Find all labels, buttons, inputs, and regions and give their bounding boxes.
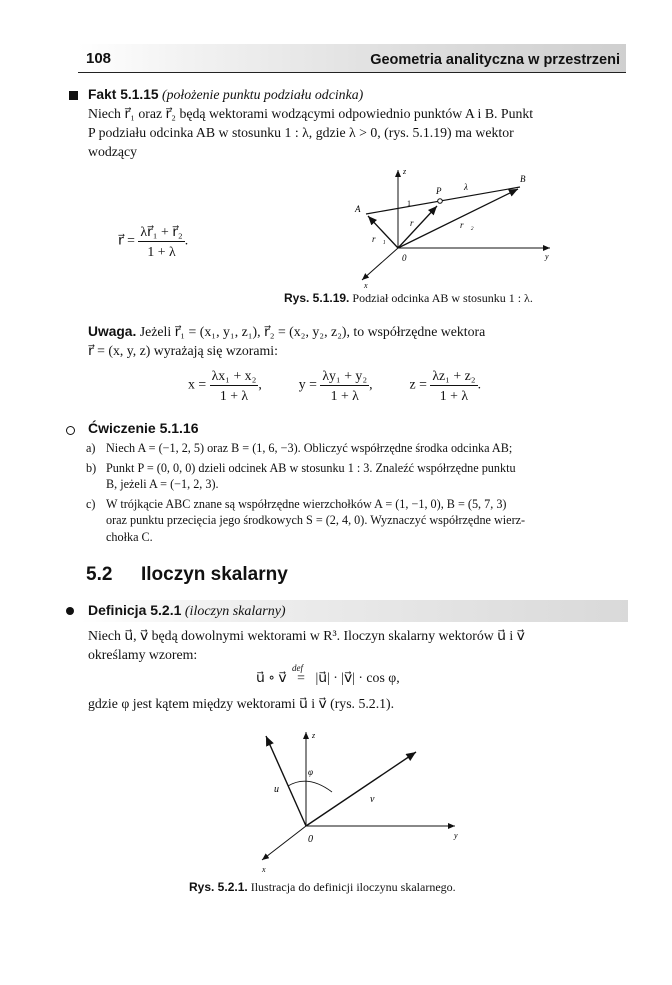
segment-AB <box>366 187 520 214</box>
one-label: 1 <box>407 199 411 208</box>
fz-lhs: z = <box>409 376 427 392</box>
phi-label: φ <box>308 767 313 777</box>
figure-caption-5-1-19 <box>284 291 533 306</box>
uwaga-line-1: Jeżeli r⃗₁ = (x₁, y₁, z₁), r⃗₂ = (x₂, y₂, z₂), to współrzędne wektora <box>139 324 486 339</box>
cwiczenie-list <box>86 440 631 545</box>
fz-den: 1 + λ <box>439 388 469 403</box>
z-label-2: z <box>312 731 316 740</box>
cwiczenie-item-b <box>86 460 631 493</box>
x-label-2: x <box>262 865 266 874</box>
item-a-tag: a) <box>86 441 96 455</box>
definicja-line-2: określamy wzorem: <box>88 647 198 662</box>
item-c-line-3: chołka C. <box>106 529 153 544</box>
chapter-title: Geometria analityczna w przestrzeni <box>370 52 620 68</box>
definicja-subtitle: (iloczyn skalarny) <box>184 604 286 619</box>
cwiczenie-item-c <box>86 496 631 546</box>
fakt-bullet-icon <box>69 91 78 100</box>
fy-sep: , <box>369 376 373 392</box>
x-label: x <box>364 281 368 290</box>
fz-num: λz₁ + z₂ <box>430 366 477 386</box>
caption-label: Rys. 5.1.19. <box>284 291 350 305</box>
fakt-subtitle: (położenie punktu podziału odcinka) <box>162 87 364 102</box>
fy-lhs: y = <box>298 376 317 392</box>
fx-num: λx₁ + x₂ <box>210 366 259 386</box>
angle-arc <box>288 781 332 792</box>
B-label: B <box>520 174 526 184</box>
formula-right: |u⃗| · |v⃗| · cos φ, <box>315 670 400 685</box>
definicja-line-3: gdzie φ jest kątem między wektorami u⃗ i v⃗ (rys. 5.2.1). <box>88 696 395 711</box>
formula-left: u⃗ ∘ v⃗ <box>256 670 287 685</box>
vector-u <box>266 736 306 826</box>
uwaga-label: Uwaga. <box>88 324 137 339</box>
fakt-label: Fakt 5.1.15 <box>88 87 159 102</box>
cwiczenie-label: Ćwiczenie 5.1.16 <box>88 420 199 436</box>
item-b-line-1: Punkt P = (0, 0, 0) dzieli odcinek AB w stosunku 1 : 3. Znaleźć współrzędne punktu <box>106 460 516 475</box>
fx-sep: , <box>258 376 262 392</box>
fz-sep: . <box>477 376 482 392</box>
definicja-line-1: Niech u⃗, v⃗ będą dowolnymi wektorami w R³. Iloczyn skalarny wektorów u⃗ i v⃗ <box>88 628 525 643</box>
fakt-text-3: wodzący <box>88 144 138 159</box>
fakt-text-1: Niech r⃗₁ oraz r⃗₂ będą wektorami wodzącymi odpowiednio punktów A i B. Punkt <box>88 106 534 121</box>
caption-text-2: Ilustracja do definicji iloczynu skalarnego. <box>250 880 456 894</box>
r2-label: r⃗₂ <box>460 220 474 230</box>
lambda-label: λ <box>464 182 468 192</box>
vector-v <box>306 752 416 826</box>
formula-def: def <box>292 663 304 673</box>
formula-lhs: r⃗ = <box>118 232 135 248</box>
P-label: P <box>436 186 442 196</box>
point-P <box>438 199 443 204</box>
formula-denominator: 1 + λ <box>147 244 176 259</box>
formula-eq: = <box>297 670 305 685</box>
y-label-2: y <box>454 831 458 840</box>
x-axis-2 <box>262 826 306 860</box>
section-title: Iloczyn skalarny <box>140 564 288 585</box>
section-number: 5.2 <box>86 564 113 585</box>
formula-end: . <box>184 232 189 248</box>
item-c-line-2: oraz punktu przecięcia jego środkowych S = (2, 4, 0). Wyznaczyć współrzędne wierz- <box>106 513 526 527</box>
formula-numerator: λr⃗₁ + r⃗₂ <box>138 222 184 242</box>
origin-label: 0⃗ <box>402 253 414 263</box>
coordinate-formulas <box>188 366 481 405</box>
definicja-heading <box>88 602 286 620</box>
z-label: z <box>403 167 407 176</box>
definicja-formula <box>256 663 400 687</box>
definicja-body <box>88 626 628 664</box>
page-number: 108 <box>86 50 112 67</box>
item-b-tag: b) <box>86 460 97 475</box>
v-label: v⃗ <box>370 794 383 805</box>
item-c-line-1: W trójkącie ABC znane są współrzędne wierzchołków A = (1, −1, 0), B = (5, 7, 3) <box>106 496 507 511</box>
item-c-tag: c) <box>86 496 96 511</box>
r1-label: r⃗₁ <box>372 234 386 244</box>
uwaga-block <box>88 322 628 360</box>
running-header <box>78 44 626 72</box>
fakt-block <box>88 85 628 161</box>
caption-text: Podział odcinka AB w stosunku 1 : λ. <box>352 291 533 305</box>
r-label: r⃗ <box>410 218 421 228</box>
figure-caption-5-2-1 <box>189 880 456 895</box>
fx-lhs: x = <box>188 376 207 392</box>
u-label: u⃗ <box>274 784 287 795</box>
fakt-formula <box>118 222 188 261</box>
definicja-bullet-icon <box>66 607 74 615</box>
y-label: y <box>545 252 549 261</box>
section-heading <box>86 564 288 586</box>
fx-den: 1 + λ <box>219 388 249 403</box>
fakt-text-2: P podziału odcinka AB w stosunku 1 : λ, gdzie λ > 0, (rys. 5.1.19) ma wektor <box>88 125 514 140</box>
fy-den: 1 + λ <box>330 388 359 403</box>
header-rule <box>78 72 626 73</box>
definicja-label: Definicja 5.2.1 <box>88 602 182 618</box>
item-a-text: Niech A = (−1, 2, 5) oraz B = (1, 6, −3). Obliczyć współrzędne środka odcinka AB; <box>106 441 513 455</box>
cwiczenie-bullet-icon <box>66 426 75 435</box>
origin-label-2: 0⃗ <box>308 834 321 845</box>
item-b-line-2: B, jeżeli A = (−1, 2, 3). <box>106 477 219 491</box>
x-axis <box>362 248 398 280</box>
figure-5-2-1 <box>250 720 470 880</box>
fy-num: λy₁ + y₂ <box>320 366 369 386</box>
caption-label-2: Rys. 5.2.1. <box>189 880 248 894</box>
A-label: A <box>355 204 361 214</box>
figure-5-1-19 <box>340 160 560 290</box>
cwiczenie-item-a <box>86 440 631 457</box>
uwaga-line-2: r⃗ = (x, y, z) wyrażają się wzorami: <box>88 343 278 358</box>
